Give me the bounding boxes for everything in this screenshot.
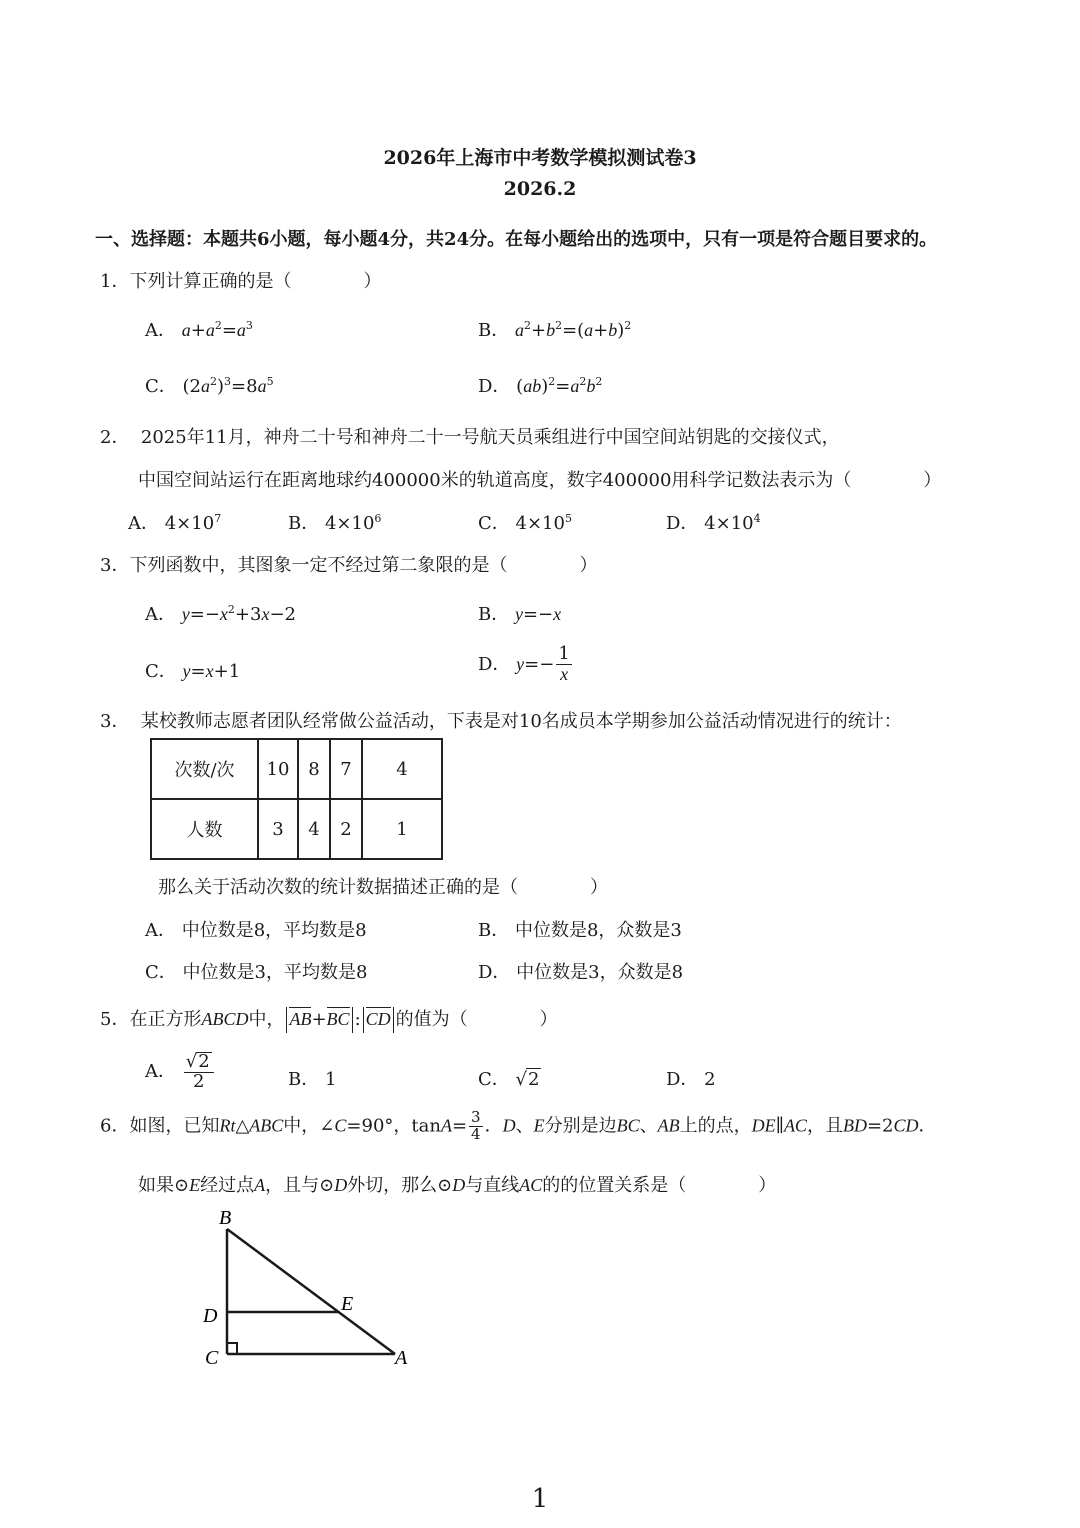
question-5: 5．在正方形ABCD中， AB+BC : CD 的值为（ ）	[100, 1005, 558, 1033]
q4-option-b[interactable]: B． 中位数是8，众数是3	[478, 920, 682, 941]
table-header-cell: 人数	[151, 799, 258, 859]
table-cell: 4	[362, 739, 442, 799]
q4-option-a[interactable]: A． 中位数是8，平均数是8	[145, 920, 367, 941]
question-1	[100, 267, 381, 293]
question-4: 3． 某校教师志愿者团队经常做公益活动，下表是对10名成员本学期参加公益活动情况进行的统计：	[100, 711, 902, 732]
statistics-table	[150, 738, 443, 860]
q3-option-c[interactable]: C． y=x+1	[145, 661, 241, 682]
table-cell: 3	[258, 799, 298, 859]
q2-option-b[interactable]: B． $4\times 10^6$	[288, 512, 382, 534]
q3-option-a[interactable]: A． $y=-x^2+3x-2$	[145, 603, 296, 625]
exam-date: 2026.2	[503, 178, 577, 200]
triangle-figure	[195, 1200, 425, 1375]
right-angle-mark	[227, 1343, 237, 1354]
q1-option-a[interactable]: A． $a+a^2=a^3$	[145, 319, 253, 341]
q3-option-b[interactable]: B． y=−x	[478, 604, 562, 625]
q5-option-b[interactable]: B． 1	[288, 1069, 337, 1090]
question-stem: 下列计算正确的是（ ）	[129, 271, 382, 292]
q1-option-c[interactable]: C． $(2a^2)^3=8a^5$	[145, 375, 274, 397]
table-cell: 8	[298, 739, 330, 799]
q1-option-b[interactable]: B． $a^2+b^2=(a+b)^2$	[478, 319, 632, 341]
q2-option-d[interactable]: D． $4\times 10^4$	[666, 512, 761, 534]
label-a: A	[395, 1347, 408, 1369]
table-cell: 1	[362, 799, 442, 859]
label-e: E	[341, 1293, 354, 1315]
q3-option-d[interactable]: D． y=− $\frac{1}{x}$	[478, 643, 570, 684]
table-cell: 2	[330, 799, 362, 859]
question-number: 1．	[100, 271, 130, 292]
table-cell: 4	[298, 799, 330, 859]
section-heading: 一、选择题：本题共6小题，每小题4分，共24分。在每小题给出的选项中，只有一项是符合题目要求的。	[95, 229, 938, 250]
q2-option-a[interactable]: A． $4\times 10^7$	[128, 512, 222, 534]
q2-option-c[interactable]: C． $4\times 10^5$	[478, 512, 572, 534]
table-cell: 7	[330, 739, 362, 799]
table-row	[151, 739, 442, 799]
page-title: 2026年上海市中考数学模拟测试卷3	[383, 147, 697, 169]
table-cell: 10	[258, 739, 298, 799]
q5-option-d[interactable]: D． 2	[666, 1069, 716, 1090]
label-b: B	[219, 1207, 232, 1229]
page-number: 1	[531, 1484, 549, 1514]
table-row	[151, 799, 442, 859]
q4-option-d[interactable]: D． 中位数是3，众数是8	[478, 962, 684, 983]
q5-option-c[interactable]: C． √2	[478, 1069, 540, 1090]
label-c: C	[205, 1347, 219, 1369]
q1-option-d[interactable]: D． $(ab)^2=a^2b^2$	[478, 375, 603, 397]
question-6-line2: 如果⊙E经过点A，且与⊙D外切，那么⊙D与直线AC的的位置关系是（ ）	[138, 1175, 777, 1196]
question-3: 3．下列函数中，其图象一定不经过第二象限的是（ ）	[100, 555, 598, 576]
table-header-cell: 次数/次	[151, 739, 258, 799]
q4-option-c[interactable]: C． 中位数是3，平均数是8	[145, 962, 368, 983]
question-6: 6．如图，已知Rt△ABC中，∠C=90°，tanA= $\frac{3}{4}$ ．D、E分别是边BC、AB上的点，DE∥AC，且BD=2CD．	[100, 1108, 937, 1143]
q5-option-a[interactable]: A． $\frac{√2}{2}$	[145, 1052, 216, 1092]
question-2: 2． 2025年11月，神舟二十号和神舟二十一号航天员乘组进行中国空间站钥匙的交接仪式，	[100, 427, 840, 448]
label-d: D	[203, 1305, 218, 1327]
question-2-line2: 中国空间站运行在距离地球约400000米的轨道高度，数字400000用科学记数法表示为（ ）	[138, 470, 942, 491]
question-4-ask: 那么关于活动次数的统计数据描述正确的是（ ）	[158, 877, 608, 898]
side-ab	[227, 1229, 395, 1354]
